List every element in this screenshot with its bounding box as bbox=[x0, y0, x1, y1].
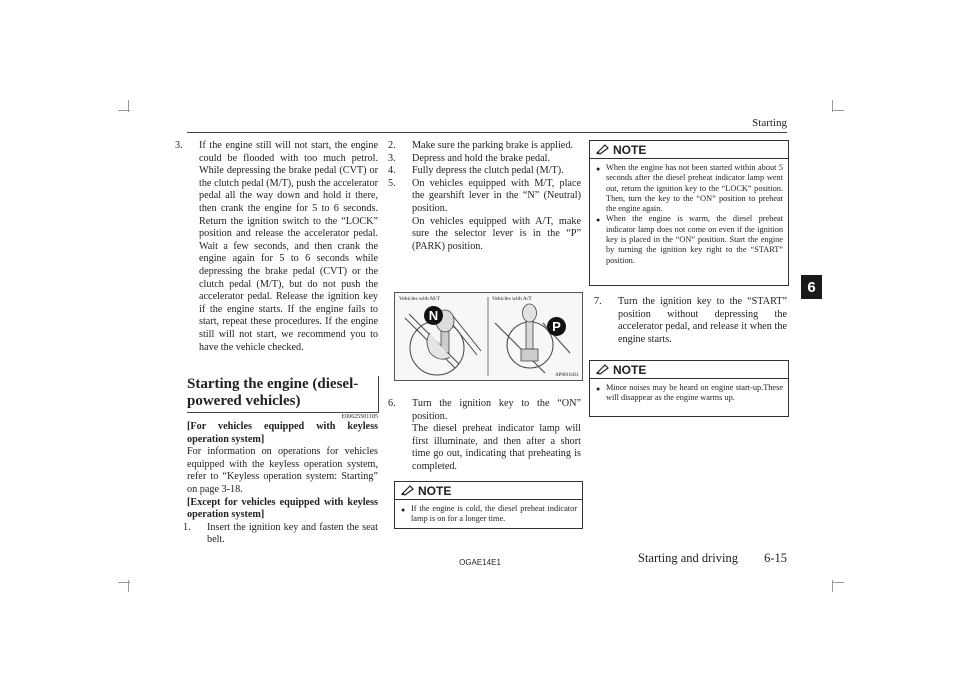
pencil-note-icon bbox=[596, 144, 609, 155]
pencil-note-icon bbox=[401, 485, 414, 496]
step-5-continued: On vehicles equipped with A/T, make sure the selector lever is in the “P” (PARK) position. bbox=[412, 215, 581, 252]
footer-chapter: Starting and driving bbox=[638, 551, 738, 565]
step-7 bbox=[594, 296, 787, 346]
park-indicator bbox=[547, 317, 566, 336]
section-title: Starting bbox=[752, 117, 787, 129]
note-body bbox=[590, 379, 788, 408]
note-header bbox=[590, 141, 788, 159]
note-text: If the engine is cold, the diesel preheat indicator lamp is on for a longer time. bbox=[411, 504, 577, 524]
left-column-lower bbox=[183, 421, 378, 547]
note-body bbox=[395, 500, 582, 529]
note-item bbox=[596, 383, 783, 404]
note-title: NOTE bbox=[613, 362, 647, 377]
step-text: Turn the ignition key to the “START” position without depressing the accelerator pedal, and release it when the engine starts. bbox=[618, 296, 787, 345]
park-letter: P bbox=[552, 319, 561, 334]
step-number: 7. bbox=[594, 296, 602, 307]
neutral-indicator bbox=[424, 306, 443, 325]
crop-mark bbox=[832, 582, 844, 583]
step-7-block bbox=[594, 296, 787, 346]
step-3 bbox=[388, 152, 581, 166]
step-text: Depress and hold the brake pedal. bbox=[412, 152, 551, 164]
bullet-icon: ● bbox=[596, 216, 601, 225]
step-1 bbox=[183, 521, 378, 547]
note-title: NOTE bbox=[613, 142, 647, 157]
bullet-icon: ● bbox=[596, 165, 601, 173]
left-column bbox=[175, 140, 378, 354]
keyless-text: For information on operations for vehicles equipped with the keyless operation system, refer to “Keyless operation system: Starting” on page 3-18. bbox=[187, 446, 378, 495]
shift-lever-illustration bbox=[395, 293, 582, 380]
shift-lever-figure bbox=[394, 292, 583, 381]
step-text: On vehicles equipped with M/T, place the gearshift lever in the “N” (Neutral) position. bbox=[412, 177, 581, 214]
automatic-selector-icon bbox=[495, 304, 570, 373]
note-header bbox=[395, 482, 582, 500]
note-body bbox=[590, 159, 788, 270]
step-3 bbox=[175, 140, 378, 354]
pencil-note-icon bbox=[596, 364, 609, 375]
middle-column-lower bbox=[388, 398, 581, 474]
header-rule bbox=[187, 132, 787, 133]
step-text: If the engine still will not start, the engine could be flooded with too much petrol. While depressing the brake pedal (CVT) or the clutch pedal (M/T), push the accelerator pedal all the way down and hold it there, then crank the engine for 5 to 6 seconds. Return the ignition switch to the “LOCK” position and release the accelerator pedal. Wait a few seconds, and then crank the engine again for 5 to 6 seconds while depressing the brake pedal (CVT) or the clutch pedal (M/T), but do not push the accelerator pedal. Release the ignition key if the engine starts. If the engine fails to start, repeat these procedures. If the engine still will not start, we recommend you to have the vehicle checked. bbox=[199, 140, 378, 353]
note-title: NOTE bbox=[418, 483, 452, 498]
step-4 bbox=[388, 165, 581, 178]
step-number: 5. bbox=[388, 177, 396, 189]
middle-column bbox=[388, 140, 581, 253]
step-text: Fully depress the clutch pedal (M/T). bbox=[412, 165, 564, 177]
step-text: Turn the ignition key to the “ON” position. bbox=[412, 398, 581, 422]
step-number: 4. bbox=[388, 165, 396, 177]
heading-rule bbox=[187, 412, 378, 413]
label-at: Vehicles with A/T bbox=[492, 296, 532, 302]
section-heading: Starting the engine (diesel-powered vehicles) bbox=[187, 376, 359, 409]
step-text: Insert the ignition key and fasten the seat belt. bbox=[207, 521, 378, 546]
note-box-right-1 bbox=[589, 140, 789, 286]
step-number: 1. bbox=[183, 521, 191, 533]
step-text: Make sure the parking brake is applied. bbox=[412, 140, 573, 151]
note-box-middle bbox=[394, 481, 583, 529]
note-item bbox=[596, 214, 783, 265]
note-text: When the engine is warm, the diesel preheat indicator lamp does not come on even if the ignition key is placed in the “ON” position. Start the engine by turning the ignition key right to the “START” position. bbox=[606, 214, 783, 265]
step-6-continued: The diesel preheat indicator lamp will first illuminate, and then after a short time go out, indicating that preheating is completed. bbox=[412, 423, 581, 472]
label-mt: Vehicles with M/T bbox=[399, 296, 440, 302]
keyless-heading: [For vehicles equipped with keyless operation system] bbox=[187, 421, 378, 445]
step-number: 3. bbox=[388, 152, 396, 164]
crop-mark bbox=[118, 110, 130, 111]
step-6 bbox=[388, 398, 581, 423]
footer-page: 6-15 bbox=[764, 551, 787, 565]
note-header bbox=[590, 361, 788, 379]
note-box-right-2 bbox=[589, 360, 789, 417]
reference-code: E00625501185 bbox=[341, 414, 378, 420]
crop-mark bbox=[118, 582, 130, 583]
step-2 bbox=[388, 140, 581, 153]
bullet-icon: ● bbox=[596, 385, 601, 393]
note-item bbox=[401, 504, 577, 525]
step-number: 2. bbox=[388, 140, 396, 151]
figure-code: AP0016431 bbox=[555, 373, 579, 378]
note-item bbox=[596, 163, 783, 214]
note-text: When the engine has not been started within about 5 seconds after the diesel preheat indicator lamp went out, return the ignition key to the “LOCK” position. Then, turn the key to the “ON” position to preheat the engine again. bbox=[606, 163, 783, 214]
heading-vrule bbox=[378, 376, 379, 413]
step-number: 3. bbox=[175, 140, 183, 151]
step-5 bbox=[388, 177, 581, 216]
step-number: 6. bbox=[388, 398, 396, 409]
except-heading: [Except for vehicles equipped with keyless operation system] bbox=[187, 496, 378, 521]
note-text: Minor noises may be heard on engine start-up.These will disappear as the engine warms up. bbox=[606, 383, 783, 403]
manual-gearshift-icon bbox=[405, 310, 481, 375]
footer-code: OGAE14E1 bbox=[459, 558, 501, 567]
chapter-tab-number: 6 bbox=[807, 278, 816, 296]
bullet-icon: ● bbox=[401, 506, 406, 514]
crop-mark bbox=[832, 110, 844, 111]
neutral-letter: N bbox=[428, 308, 439, 323]
chapter-tab bbox=[801, 275, 822, 299]
